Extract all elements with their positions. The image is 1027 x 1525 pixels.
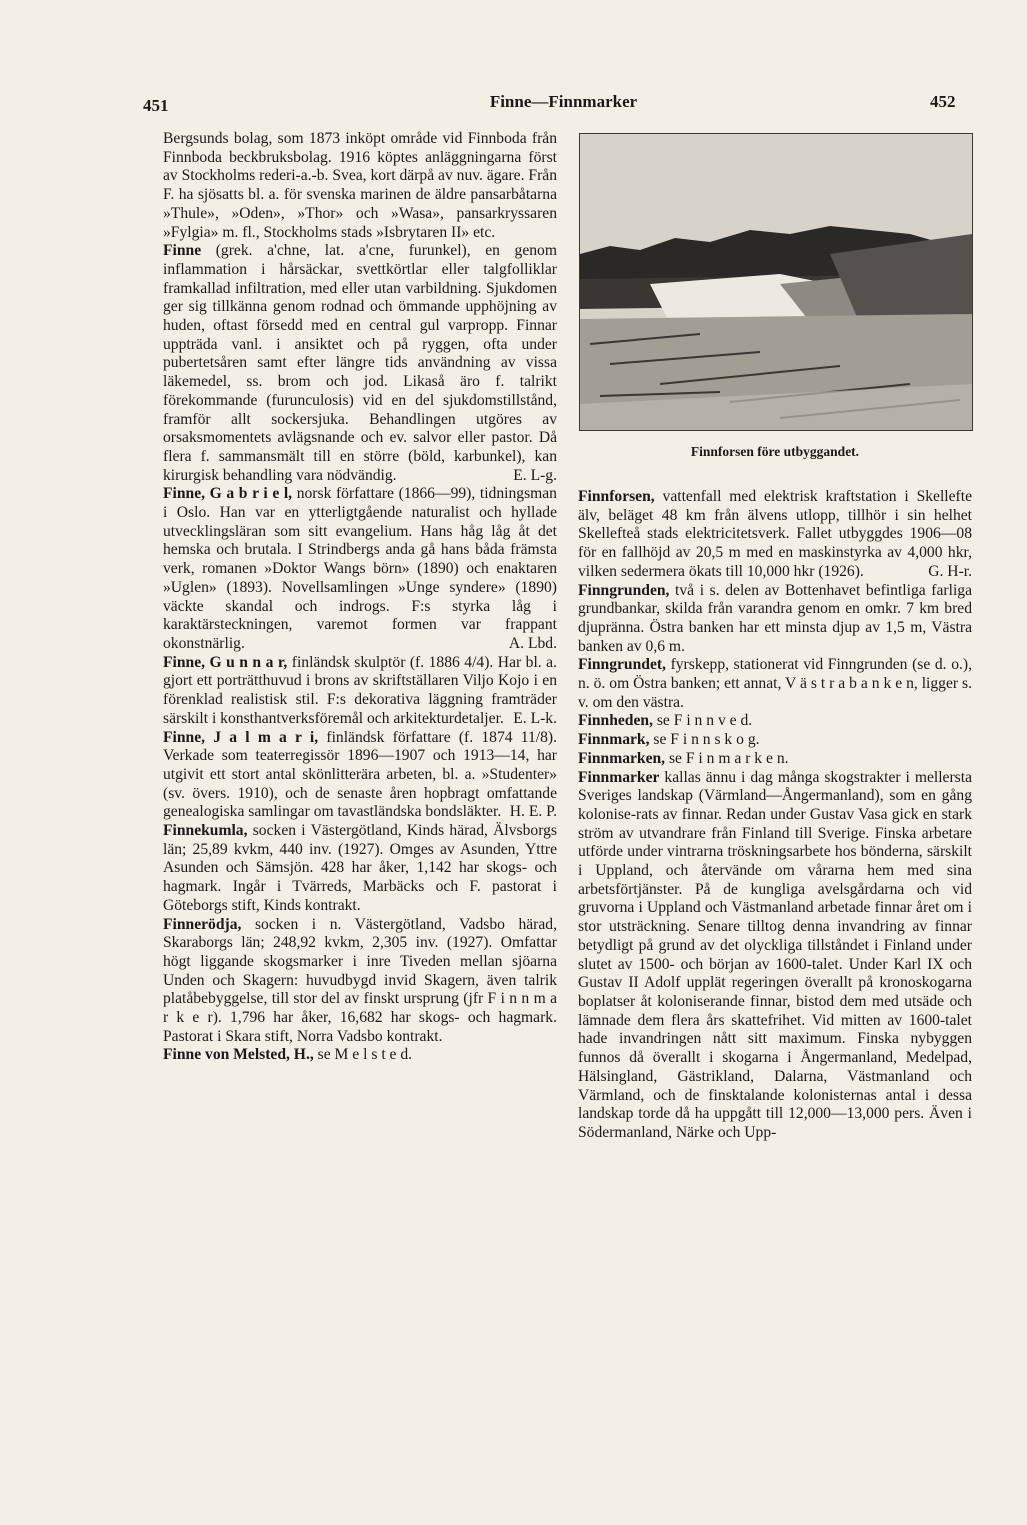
right-column [578,488,972,1143]
page-number-left: 451 [143,96,169,115]
entry: Finne (grek. a'chne, lat. a'cne, furunkel), en genom inflammation i hårsäckar, svettkörtlar eller talgfolliklar framkallad infiltration, med eller utan varbildning. Sjukdomen ger sig tillkänna genom rodnad och ömmande upphöjning av huden, oftast försedd med en central gul varpropp. Finnar uppträda vanl. i ansiktet och på ryggen, ofta under pubertetsåren samt efter längre tids användning av vissa läkemedel, ss. brom och jod. Likaså äro f. talrikt förekommande (furunculosis) vid en del sjukdomstillstånd, framför allt sockersjuka. Behandlingen utgöres av orsaksmomentets avlägsnande och ev. salvor eller pastor. Då flera f. sammansmält till en större (böld, karbunkel), kan kirurgisk behandling vara nödvändig. E. L-g. [163,242,557,484]
entry: Finngrundet, fyrskepp, stationerat vid Finngrunden (se d. o.), n. ö. om Östra banken; ett annat, V ä s t r a b a n k e n, ligger s. v. om den västra. [578,656,972,711]
entry: Finnforsen, vattenfall med elektrisk kraftstation i Skellefte älv, beläget 48 km från älvens utlopp, tillhör i sin helhet Skellefteå stads elektricitetsverk. Fallet utbyggdes 1906—08 för en fallhöjd av 20,5 m med en maskinstyrka av 4,000 hkr, vilken sedermera ökats till 10,000 hkr (1926). G. H-r. [578,488,972,580]
entry: Finne von Melsted, H., se M e l s t e d. [163,1046,413,1064]
entry: Finnmarken, se F i n m a r k e n. [578,749,789,767]
entry: Finnekumla, socken i Västergötland, Kinds härad, Älvsborgs län; 25,89 kvkm, 440 inv. (1927). Omges av Asunden, Yttre Asunden och Sämsjön. 428 har åker, 1,142 har skogs- och hagmark. Ingår i Tvärreds, Marbäcks och F. pastorat i Göteborgs stift, Kinds kontrakt. [163,822,557,914]
entry: Finne, J a l m a r i, finländsk författare (f. 1874 11/8). Verkade som teaterregissör 1896—1907 och 1913—14, har utgivit ett stort antal skönlitterära arbeten, bl. a. »Studenter» (sv. övers. 1910), och de senaste åren hopbragt omfattande genealogiska samlingar om tavastländska bondsläkter. H. E. P. [163,728,557,821]
entry: Finnheden, se F i n n v e d. [578,712,753,730]
entry: Finne, G u n n a r, finländsk skulptör (f. 1886 4/4). Har bl. a. gjort ett porträtthuvud i brons av skriftställaren Viljo Kojo i en förenklad realistisk stil. F:s dekorativa läggning framträder särskilt i konsthantverksföremål och arkitekturdetaljer. E. L-k. [163,653,557,727]
running-title: Finne—Finnmarker [489,92,638,111]
entry: Bergsunds bolag, som 1873 inköpt område vid Finnboda från Finnboda beckbruksbolag. 1916 köptes anläggningarna först av Stockholms rederi-a.-b. Svea, kort därpå av nuv. ägare. Från F. ha sjösatts bl. a. för svenska marinen de äldre pansarbåtarna »Thule», »Oden», »Thor» och »Wasa», pansarkryssaren »Fylgia» m. fl., Stockholms stads »Isbrytaren II» etc. [163,130,557,241]
entry: Finnmarker kallas ännu i dag många skogstrakter i mellersta Sveriges landskap (Värmland—Ångermanland), som en gång kolonise-rats av finnar. Redan under Gustav Vasa gick en stark ström av utvandrare från Finland till Sverige. Finska arbetare utförde under vintrarna tröskningsarbete hos bönderna, särskilt i Uppland, och återvände om vårarna hem med sina arbetsförtjänster. På de kungliga avelsgårdarna och vid gruvorna i Uppland och Västmanland arbetade finnar året om i stor utsträckning. Senare tilltog denna invandring av finnar betydligt på grund av det olyckliga tillståndet i Finland under slutet av 1500- och början av 1600-talet. Under Karl IX och Gustav II Adolf upplät regeringen överallt på kronoskogarna boplatser åt koloniserande finnar, bistod dem med utsäde och lämnade dem flera års skattefrihet. Vid mitten av 1600-talet hade invandringen nått sitt maximum. Finska nybyggen funnos då överallt i skogarna i Ångermanland, Medelpad, Hälsingland, Gästrikland, Dalarna, Västmanland och Värmland, och de finsktalande kolonisternas antal i dessa landskap torde då ha uppgått till 12,000—13,000 pers. Även i Södermanland, Närke och Upp- [578,768,972,1141]
photo-caption: Finnforsen före utbyggandet. [690,444,860,459]
left-column [163,130,557,1065]
entry: Finne, G a b r i e l, norsk författare (1866—99), tidningsman i Oslo. Han var en ytterligtgående naturalist och hyllade utvecklingsläran som sitt evangelium. Hans håg låg åt det hemska och brutala. I Strindbergs anda gå hans båda främsta verk, romanen »Doktor Wangs börn» (1890) och enaktaren »Uglen» (1893). Novellsamlingen »Unge syndere» (1890) väckte skandal och indrogs. F:s styrka låg i karaktärsteckningen, varemot formen var frappant okonstnärlig. A. Lbd. [163,485,557,652]
entry: Finngrunden, två i s. delen av Bottenhavet befintliga farliga grundbankar, skilda från varandra genom en omkr. 7 km bred djupränna. Östra banken har ett minsta djup av 1,5 m, Västra banken av 0,6 m. [578,581,972,655]
entry: Finnmark, se F i n n s k o g. [578,731,760,749]
page-header [0,92,1027,122]
page-number-right: 452 [930,92,956,111]
waterfall-photo [579,133,973,431]
entry: Finnerödja, socken i n. Västergötland, Vadsbo härad, Skaraborgs län; 248,92 kvkm, 2,305 inv. (1927). Omfattar högt liggande skogsmarker i inre Tiveden mellan sjöarna Unden och Skagern: huvudbygd invid Skagern, även talrik platåbebyggelse, till stor del av finskt ursprung (jfr F i n n m a r k e r). 1,796 har åker, 16,682 har skogs- och hagmark. Pastorat i Skara stift, Norra Vadsbo kontrakt. [163,915,557,1045]
